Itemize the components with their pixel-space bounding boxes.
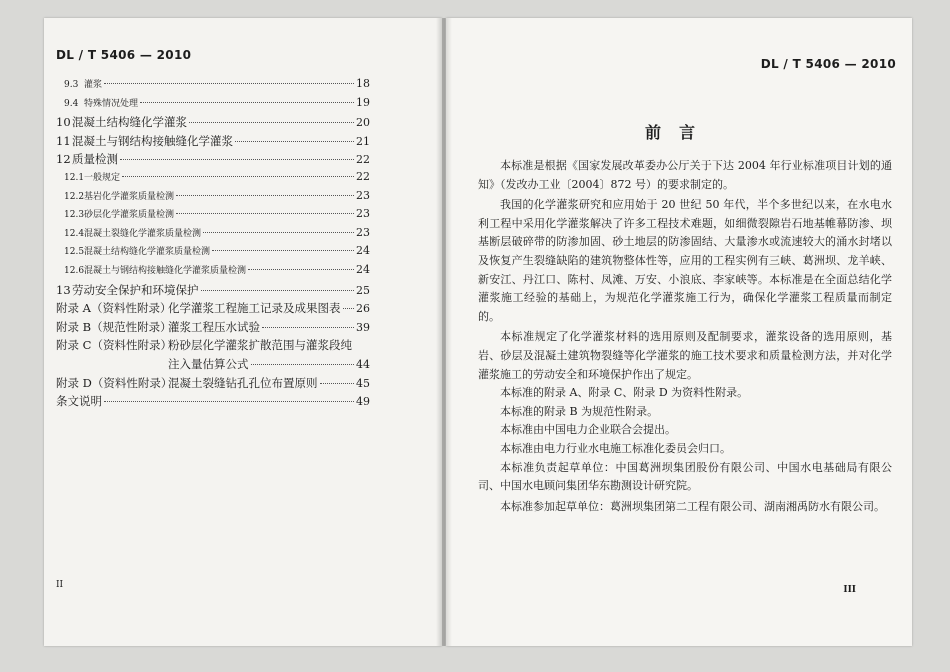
toc-number: 10 xyxy=(56,115,71,130)
right-page-header: DL / T 5406 — 2010 xyxy=(760,57,896,71)
toc-page: 44 xyxy=(356,357,370,371)
toc-number: 12.3 xyxy=(64,210,85,221)
toc-leader xyxy=(320,383,355,384)
toc-title: 特殊情况处理 xyxy=(84,98,139,109)
appendix-label: 附录 A（资料性附录） xyxy=(56,301,172,316)
paragraph: 本标准规定了化学灌浆材料的选用原则及配制要求，灌浆设备的选用原则，基岩、砂层及混凝土建筑物裂缝等化学灌浆的施工技术要求和质量检测方法，并对化学灌浆施工的劳动安全和环境保护作出了规定。 xyxy=(478,330,892,381)
toc-entry xyxy=(56,114,370,133)
toc-leader xyxy=(176,213,354,214)
toc-entry xyxy=(56,77,370,96)
toc-page: 22 xyxy=(356,153,370,167)
toc-title: 质量检测 xyxy=(72,152,118,167)
paragraph: 本标准由中国电力企业联合会提出。 xyxy=(500,423,676,437)
toc-number: 9.3 xyxy=(64,80,79,90)
toc-leader xyxy=(203,232,354,233)
toc-number: 9.4 xyxy=(64,98,79,109)
toc-page: 49 xyxy=(356,395,370,409)
toc-leader xyxy=(120,159,354,160)
paragraph: 本标准负责起草单位：中国葛洲坝集团股份有限公司、中国水电基础局有限公司、中国水电顾问集团华东勘测设计研究院。 xyxy=(478,460,892,493)
appendix-title: 混凝土裂缝钻孔孔位布置原则 xyxy=(168,375,318,390)
toc-page: 23 xyxy=(356,225,370,239)
toc-leader xyxy=(212,250,354,251)
paragraph: 我国的化学灌浆研究和应用始于 20 世纪 50 年代，半个多世纪以来，在水电水利工程中采用化学灌浆解决了许多工程技术难题，如细微裂隙岩石地基帷幕防渗、坝基断层破碎带的防渗加固、砂土地层的防渗固结、大量渗水或流速较大的涌水封堵以及恢复产生裂缝缺陷的建筑物整体性等，应用的工程实例有三峡、葛洲坝、龙羊峡、新安江、丹江口、陈村、凤滩、万安、小浪底、李家峡等。本标准是在全面总结化学灌浆施工经验的基础上，为规范化学灌浆施工行为，确保化学灌浆工程质量而制定的。 xyxy=(478,198,892,323)
toc-page: 19 xyxy=(356,95,370,109)
toc-title: 混凝土结构缝化学灌浆质量检测 xyxy=(84,247,211,258)
toc-title: 混凝土与钢结构接触缝化学灌浆 xyxy=(72,133,233,148)
toc-leader xyxy=(140,102,354,103)
toc-leader xyxy=(235,141,354,142)
toc-appendix-entry xyxy=(56,319,370,338)
toc-leader xyxy=(262,327,354,328)
toc-leader xyxy=(248,269,354,270)
toc-entry xyxy=(56,151,370,170)
toc-appendix-entry xyxy=(56,300,370,319)
toc-title: 灌浆 xyxy=(84,80,103,90)
toc-leader xyxy=(201,290,355,291)
right-page-content xyxy=(446,0,912,672)
toc-page: 21 xyxy=(356,134,370,148)
toc-page: 18 xyxy=(356,77,370,90)
toc-page: 20 xyxy=(356,116,370,130)
paragraph: 本标准参加起草单位：葛洲坝集团第二工程有限公司、湖南湘禹防水有限公司。 xyxy=(500,499,885,513)
toc-appendix-continuation xyxy=(56,356,370,375)
toc-leader xyxy=(251,364,355,365)
toc-entry xyxy=(56,244,370,263)
toc-title: 一般规定 xyxy=(84,172,121,183)
toc-title: 砂层化学灌浆质量检测 xyxy=(84,210,175,221)
toc-page: 25 xyxy=(356,283,370,297)
toc-number: 12.4 xyxy=(64,228,85,239)
toc-page: 23 xyxy=(356,207,370,221)
toc-page: 45 xyxy=(356,376,370,390)
toc-entry xyxy=(56,96,370,115)
explanation-title: 条文说明 xyxy=(56,394,102,409)
toc-number: 12.6 xyxy=(64,265,85,276)
toc-appendix-entry xyxy=(56,337,370,356)
toc-entry xyxy=(56,207,370,226)
toc-page: 24 xyxy=(356,262,370,276)
toc-entry xyxy=(56,133,370,152)
toc-number: 11 xyxy=(56,133,71,148)
toc-appendix-entry xyxy=(56,375,370,394)
foreword-body xyxy=(478,157,892,516)
paragraph: 本标准的附录 A、附录 C、附录 D 为资料性附录。 xyxy=(500,386,749,400)
paragraph: 本标准的附录 B 为规范性附录。 xyxy=(500,404,659,418)
toc-leader xyxy=(104,83,354,84)
toc-page: 22 xyxy=(356,169,370,183)
toc-page: 24 xyxy=(356,244,370,258)
appendix-label: 附录 C（资料性附录） xyxy=(56,338,172,353)
toc-number: 12.2 xyxy=(64,191,85,202)
toc-page: 23 xyxy=(356,188,370,202)
appendix-title-continued: 注入量估算公式 xyxy=(168,356,249,371)
page-title: 前言 xyxy=(644,123,713,142)
toc-leader xyxy=(104,401,354,402)
toc-leader xyxy=(122,176,354,177)
paragraph: 本标准是根据《国家发展改革委办公厅关于下达 2004 年行业标准项目计划的通知》（发改办工业〔2004〕872 号）的要求制定的。 xyxy=(478,159,892,191)
toc-explanation-entry xyxy=(56,393,370,412)
toc-entry xyxy=(56,282,370,301)
toc-title: 混凝土与钢结构接触缝化学灌浆质量检测 xyxy=(84,265,247,276)
appendix-label: 附录 D（资料性附录） xyxy=(56,375,173,390)
left-page-number: II xyxy=(56,580,64,590)
toc-number: 12.5 xyxy=(64,247,85,258)
toc-entry xyxy=(56,189,370,208)
appendix-title: 灌浆工程压水试验 xyxy=(168,319,260,334)
toc-leader xyxy=(343,308,355,309)
left-page-header: DL / T 5406 — 2010 xyxy=(56,48,192,62)
toc-leader xyxy=(189,122,354,123)
toc-title: 基岩化学灌浆质量检测 xyxy=(84,191,175,202)
toc-number: 12 xyxy=(56,152,71,167)
toc-entry xyxy=(56,170,370,189)
toc-leader xyxy=(176,195,354,196)
appendix-label: 附录 B（规范性附录） xyxy=(56,319,172,334)
toc-title: 混凝土结构缝化学灌浆 xyxy=(72,115,187,130)
appendix-title: 化学灌浆工程施工记录及成果图表 xyxy=(168,301,341,316)
appendix-title: 粉砂层化学灌浆扩散范围与灌浆段纯 xyxy=(168,338,352,353)
toc-page: 39 xyxy=(356,320,370,334)
paragraph: 本标准由电力行业水电施工标准化委员会归口。 xyxy=(500,441,731,455)
toc-page: 26 xyxy=(356,302,370,316)
toc-entry xyxy=(56,226,370,245)
right-page-number: III xyxy=(843,585,856,595)
toc-number: 13 xyxy=(56,282,71,297)
table-of-contents xyxy=(56,77,370,412)
toc-title: 劳动安全保护和环境保护 xyxy=(72,282,199,297)
toc-number: 12.1 xyxy=(64,172,85,183)
toc-entry xyxy=(56,263,370,282)
toc-title: 混凝土裂缝化学灌浆质量检测 xyxy=(84,228,202,239)
